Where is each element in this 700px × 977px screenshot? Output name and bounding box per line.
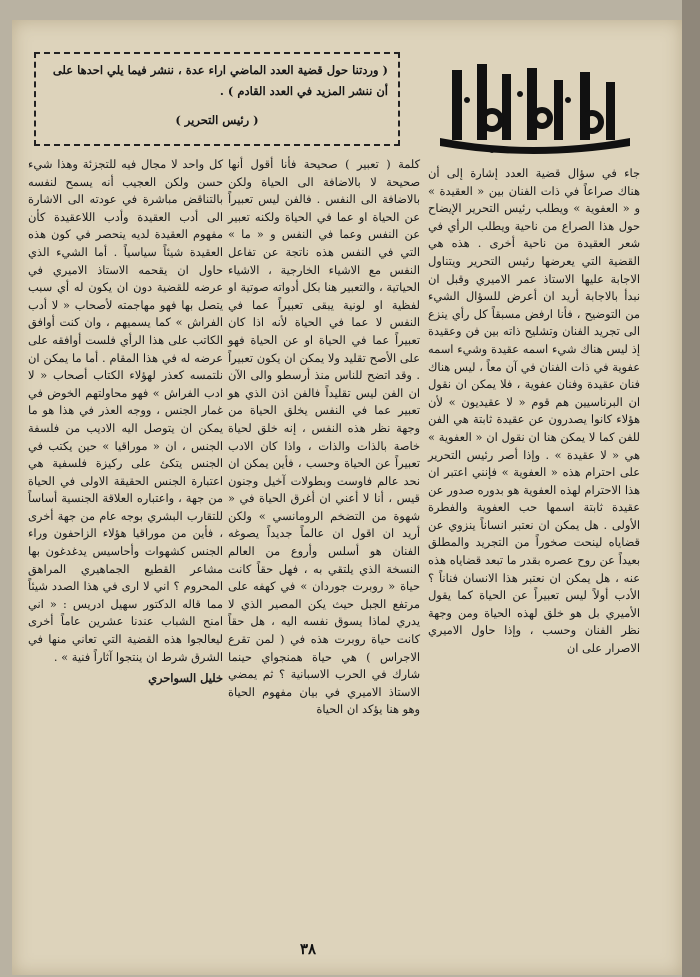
column-middle-text: كلمة ( تعبير ) صحيحة فأنا أقول أنها صحيحة لا بالاضافة الى الحياة ولكن بالاضافة الى النفس . فالفن ليس تعبيراً عن الحياة او عما في الحياة ولكنه تعبير عن النفس وعما في النفس و « ما » التي في النفس هذه ناتجة عن تفاعل النفس مع الاشياء الخارجية ، الاشياء الحياتية ، والتعبير هنا بكل أدواته صوتية او لفظية او لونية يبقى تعبيراً عما في النفس لا عما في الحياة لأنه اذا كان تعبيراً عما في الحياة او عن الحياة فهو على الأصح تقليد ولا يمكن ان يكون تعبيراً . وقد اتضح للناس منذ أرسطو والى الآن ان الفن ليس تقليداً فالفن اذن الذي هو تعبير عما في النفس يخلق الحياة من وجهة نظر هذه النفس ، إنه خلق لحياة خاصة بالذات والذات ، واذا كان الادب تعبيراً عن الحياة وحسب ، فأين يمكن ان نحد عالم فاوست وبطولات آخيل وجنون قيس ، أنا لا أعني ان أغرق الحياة في « شهوة من التضخم الرومانسي » ولكن أريد ان اقول ان عالماً جديداً يصوغه الفنان هو أسلس وأروع من العالم النسخة الذي يلتقي به ، فهل حقاً كانت حياة « روبرت جوردان » في كهفه على مرتفع الجبل حيث يكن المصير الذي لا يدري لماذا يسوق نفسه اليه ، هل حقاً كانت حياة روبرت هذه في ( لمن تقرع الاجراس ) هي حياة همنجواي حينما شارك في الحرب الاسبانية ؟ ثم يمضي الاستاذ الاميري في بيان مفهوم الحياة وهو هنا يؤكد ان الحياة [228, 157, 420, 717]
section-logo [432, 60, 637, 155]
page-number: ٣٨ [300, 940, 317, 958]
article-column-left [28, 156, 223, 688]
page-edge-shadow [682, 0, 700, 977]
article-column-middle [228, 156, 420, 719]
editor-signature: ( رئيس التحرير ) [175, 113, 259, 127]
editor-notice-text: ( وردتنا حول قضية العدد الماضي اراء عدة ، ننشر فيما يلي احدها على أن ننشر المزيد في العدد القادم ) . [52, 63, 388, 98]
column-left-text: كل واحد لا مجال فيه للتجزئة وهذا شيء حسن ولكن العجيب أنه يسمح لنفسه بالتناقض مباشرة في عودته الى الاشارة الى أدب العقيدة وأدب اللاعقيدة كأن مفهوم العقيدة لديه ينحصر في كون هذه العقيدة شيئاً سياسياً . أما الشيء الذي حاول ان يقحمه الاستاذ الاميري في عرضه للقضية دون ان يكون له أي سبب يتصل بها فهو مهاجمته لأصحاب « لا أدب الفراش » كما يسميهم ، وان كنت أوافق الكاتب على هذا الرأي فلست أوافقه على عرضه له في هذا المقام . أما ما يمكن ان نلتمسه كعذر لهؤلاء الكتاب أصحاب « لا ادب الفراش » فهو محاولتهم الخوض في غمار الجنس ، ووجه العذر في هذا هو ما يمكن ان يتوصل اليه الاديب من فلسفة الجنس ، ان « موراقيا » حين يكتب في الجنس يتكئ على ركيزة فلسفية هي اعتبارة الجنس الحقيقة الاولى في الحياة من جهة ، واعتباره العلاقة الجنسية أساساً للتقارب البشري بوجه عام من جهة أخرى ، فأين من موراقيا هؤلاء الزاحفون وراء الجنس كشهوات وأحاسيس يدغدغون بها مشاعر القطيع الجماهيري المراهق المحروم ؟ اني لا ارى في هذا الصدد شيئاً مما قاله الدكتور سهيل ادريس : « اني امنح الشباب عندنا عشرين عاماً أخرى ليعالجوا هذه القضية التي تعاني منها في الشرق شرط ان ينتجوا آثاراً فنية » . [28, 157, 223, 664]
article-author: خليل السواحري [148, 671, 223, 686]
editor-notice-box [34, 52, 400, 146]
column-right-text: جاء في سؤال قضية العدد إشارة إلى أن هناك صراعاً في ذات الفنان بين « العقيدة » و « العفوية » ويطلب رئيس التحرير الإيضاح حول هذا الصراع من ناحية ويطلب الرأي في شعر العقيدة من ناحية أخرى . هذه هي القضية التي يعرضها رئيس التحرير ويتناول الاجابة عليها الاستاذ عمر الاميري وقبل ان نبدأ بالاجابة أريد ان أعرض للسؤال الشيء من التوضيح ، فأنا ارفض مسبقاً كل رأي ينزع الى تجريد الفنان وتشليح ذاته بين فن وعقيدة إذ ليس هناك شيء اسمه عقيدة وشيء اسمه عفوية في ذات الفنان في آن معاً ، ليس هناك فنان عقيدة وفنان عفوية ، فلا يمكن ان نقول ان البرناسيين هم قوم « لا عقيديون » لأن هؤلاء كانوا يصدرون عن عقيدة ثابتة هي الفن للفن كما لا يمكن هنا ان نقول ان « العفوية » هي « لا عقيدة » . وإذا أصر رئيس التحرير على احترام هذه « العفوية » فإنني اعتبر ان هذا الاحترام لهذه العفوية هو بدوره صدور عن عقيدة ثابتة اسمها حب العفوية والفطرة الأولى . هل يمكن ان نعتبر انساناً ينزوي عن قضاياه لينحت صخوراً من التجريد والمطلق بعيداً عن روح عصره بقدر ما تبعد قضاياه هذه عنه ، هل يمكن ان نعتبر هذا الانسان فناناً ؟ الأدب أولاً ليس تعبيراً عن الحياة كما يقول الأميري بل هو خلق لهذه الحياة ومن وجهة نظر الفنان وحسب ، وإذا حاول الاميري الاصرار على ان [428, 166, 640, 656]
article-column-right [428, 165, 640, 658]
